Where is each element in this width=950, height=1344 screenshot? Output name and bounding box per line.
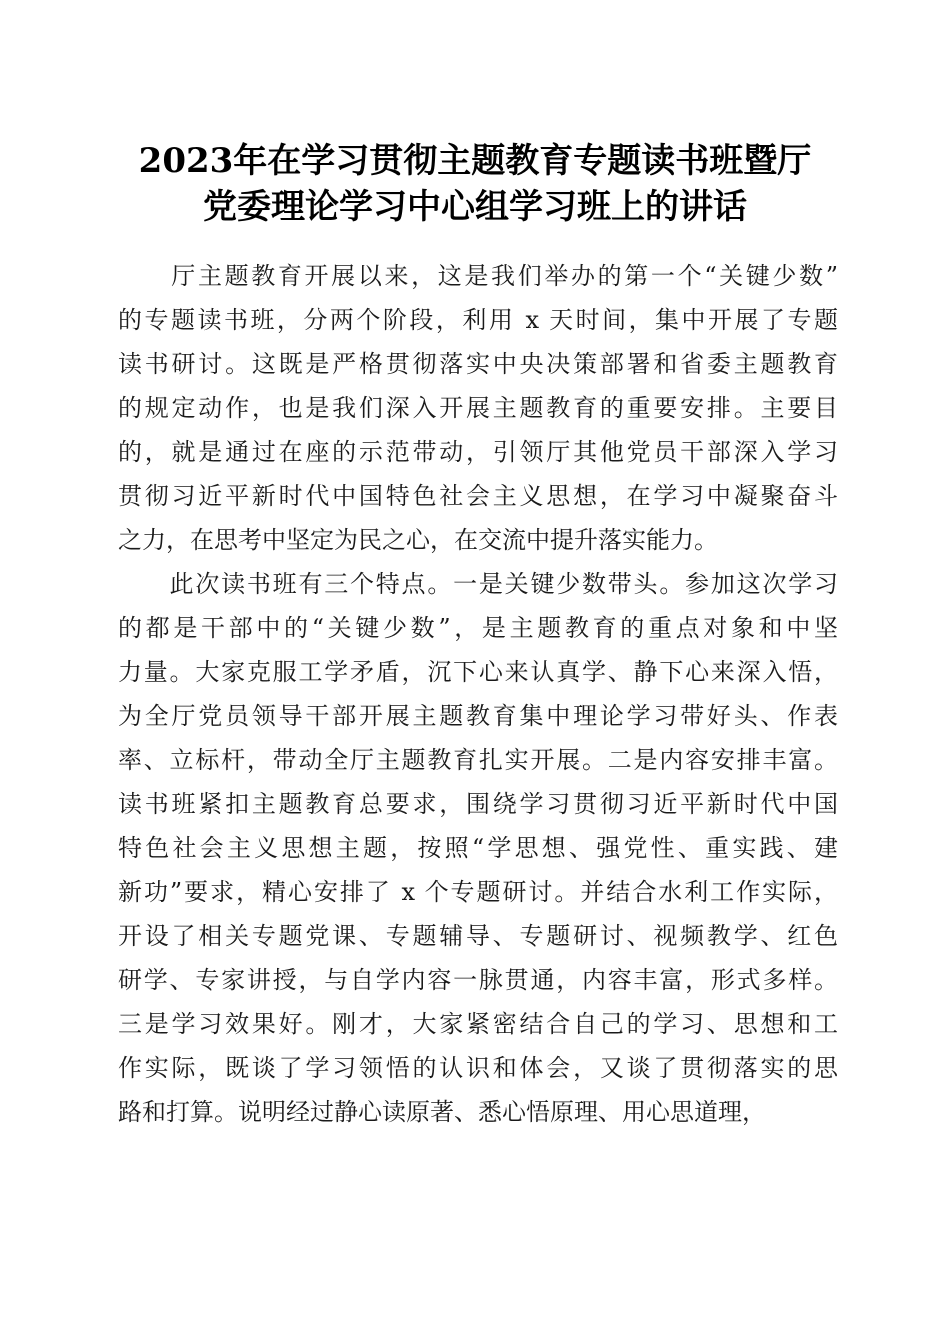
text-line: 读书班紧扣主题教育总要求，围绕学习贯彻习近平新时代中国	[118, 790, 838, 818]
text-line: 路和打算。说明经过静心读原著、悉心悟原理、用心思道理，	[118, 1098, 766, 1126]
text-line: 开设了相关专题党课、专题辅导、专题研讨、视频教学、红色	[118, 922, 838, 950]
text-line: 研学、专家讲授，与自学内容一脉贯通，内容丰富，形式多样。	[118, 966, 838, 994]
text-line: 的，就是通过在座的示范带动，引领厅其他党员干部深入学习	[118, 438, 838, 466]
text-line: 贯彻习近平新时代中国特色社会主义思想，在学习中凝聚奋斗	[118, 482, 838, 510]
text-line: 作实际，既谈了学习领悟的认识和体会，又谈了贯彻落实的思	[118, 1054, 838, 1082]
text-line: 厅主题教育开展以来，这是我们举办的第一个“关键少数”	[118, 262, 838, 290]
paragraph-2	[118, 562, 838, 1134]
document-title	[80, 138, 870, 230]
text-line: 力量。大家克服工学矛盾，沉下心来认真学、静下心来深入悟，	[118, 658, 838, 686]
text-line: 读书研讨。这既是严格贯彻落实中央决策部署和省委主题教育	[118, 350, 838, 378]
title-line-2: 党委理论学习中心组学习班上的讲话	[203, 187, 747, 227]
text-line: 新功”要求，精心安排了 x 个专题研讨。并结合水利工作实际，	[118, 878, 838, 906]
text-line: 此次读书班有三个特点。一是关键少数带头。参加这次学习	[118, 570, 838, 598]
text-line: 为全厅党员领导干部开展主题教育集中理论学习带好头、作表	[118, 702, 838, 730]
text-line: 之力，在思考中坚定为民之心，在交流中提升落实能力。	[118, 526, 718, 554]
text-line: 的专题读书班，分两个阶段，利用 x 天时间，集中开展了专题	[118, 306, 838, 334]
title-line-1: 2023年在学习贯彻主题教育专题读书班暨厅	[138, 141, 812, 181]
text-line: 率、立标杆，带动全厅主题教育扎实开展。二是内容安排丰富。	[118, 746, 838, 774]
paragraph-1	[118, 254, 838, 562]
text-line: 特色社会主义思想主题，按照“学思想、强党性、重实践、建	[118, 834, 838, 862]
document-body	[118, 254, 838, 1134]
text-line: 的规定动作，也是我们深入开展主题教育的重要安排。主要目	[118, 394, 838, 422]
text-line: 的都是干部中的“关键少数”，是主题教育的重点对象和中坚	[118, 614, 838, 642]
text-line: 三是学习效果好。刚才，大家紧密结合自己的学习、思想和工	[118, 1010, 838, 1038]
